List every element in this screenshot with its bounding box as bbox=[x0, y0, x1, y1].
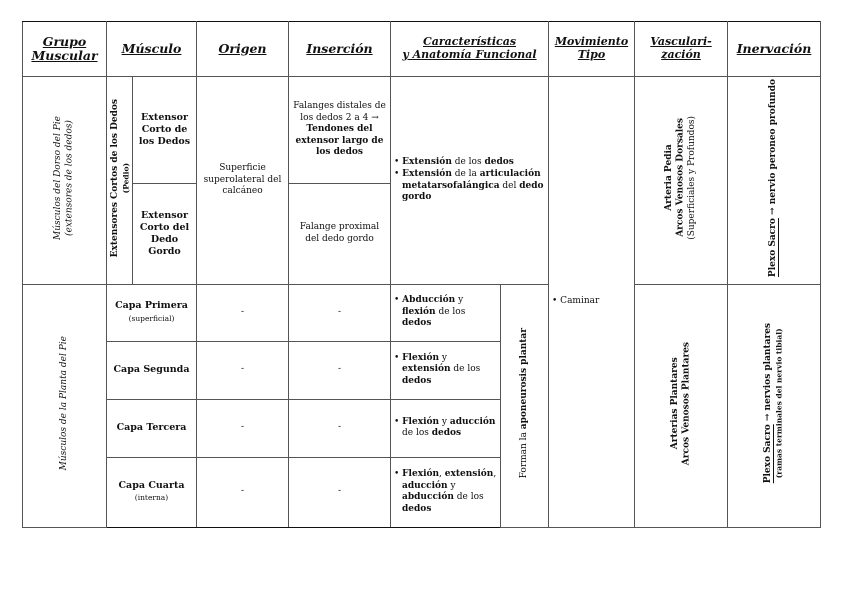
caracteristicas-capa-segunda: • Flexión y extensión de los dedos bbox=[391, 341, 501, 399]
header-inervacion: Inervación bbox=[728, 22, 821, 77]
insercion-extensor-corto-dedo-gordo: Falange proximal del dedo gordo bbox=[289, 184, 391, 284]
caracteristicas-capa-tercera: • Flexión y aducción de los dedos bbox=[391, 399, 501, 457]
table-row bbox=[23, 77, 821, 184]
inervacion-dorso: Plexo Sacro → nervio peroneo profundo bbox=[728, 77, 821, 285]
movimiento-caminar: • Caminar bbox=[549, 77, 635, 528]
group-dorso: Músculos del Dorso del Pie (extensores de los dedos) bbox=[23, 77, 107, 285]
insercion-extensor-corto-dedos: Falanges distales de los dedos 2 a 4 → Tendones del extensor largo de los dedos bbox=[289, 77, 391, 184]
header-insercion: Inserción bbox=[289, 22, 391, 77]
capa-segunda: Capa Segunda bbox=[107, 341, 197, 399]
insercion-capa-segunda: - bbox=[289, 341, 391, 399]
header-caracteristicas: Características y Anatomía Funcional bbox=[391, 22, 549, 77]
origen-capa-tercera: - bbox=[197, 399, 289, 457]
origen-capa-primera: - bbox=[197, 284, 289, 341]
insercion-capa-tercera: - bbox=[289, 399, 391, 457]
header-musculo: Músculo bbox=[107, 22, 197, 77]
anatomy-table bbox=[22, 21, 821, 528]
vascular-dorso: Arteria Pedia Arcos Venosos Dorsales (Superficiales y Profundos) bbox=[635, 77, 728, 285]
caracteristicas-dorso: • Extensión de los dedos • Extensión de la articulación metatarsofalángica del dedo gordo bbox=[391, 77, 549, 285]
header-vascularizacion: Vasculari- zación bbox=[635, 22, 728, 77]
capa-cuarta: Capa Cuarta (interna) bbox=[107, 457, 197, 527]
header-origen: Origen bbox=[197, 22, 289, 77]
origen-capa-cuarta: - bbox=[197, 457, 289, 527]
muscle-extensor-corto-dedos: Extensor Corto de los Dedos bbox=[133, 77, 197, 184]
capa-primera: Capa Primera (superficial) bbox=[107, 284, 197, 341]
origen-dorso: Superficie superolateral del calcáneo bbox=[197, 77, 289, 285]
insercion-capa-primera: - bbox=[289, 284, 391, 341]
caracteristicas-capa-cuarta: • Flexión, extensión, aducción y abducción de los dedos bbox=[391, 457, 501, 527]
vascular-planta: Arterias Plantares Arcos Venosos Plantares bbox=[635, 284, 728, 527]
header-grupo: Grupo Muscular bbox=[23, 22, 107, 77]
capa-tercera: Capa Tercera bbox=[107, 399, 197, 457]
caracteristicas-capa-primera: • Abducción y flexión de los dedos bbox=[391, 284, 501, 341]
inervacion-planta: Plexo Sacro → nervios plantares (ramas terminales del nervio tibial) bbox=[728, 284, 821, 527]
header-movimiento: Movimiento Tipo bbox=[549, 22, 635, 77]
header-row bbox=[23, 22, 821, 77]
group-planta: Músculos de la Planta del Pie bbox=[23, 284, 107, 527]
subgroup-extensores-cortos: Extensores Cortos de los Dedos (Pedio) bbox=[107, 77, 133, 285]
insercion-capa-cuarta: - bbox=[289, 457, 391, 527]
muscle-extensor-corto-dedo-gordo: Extensor Corto del Dedo Gordo bbox=[133, 184, 197, 284]
origen-capa-segunda: - bbox=[197, 341, 289, 399]
table-row bbox=[23, 284, 821, 341]
aponeurosis-plantar: Forman la aponeurosis plantar bbox=[501, 284, 549, 527]
